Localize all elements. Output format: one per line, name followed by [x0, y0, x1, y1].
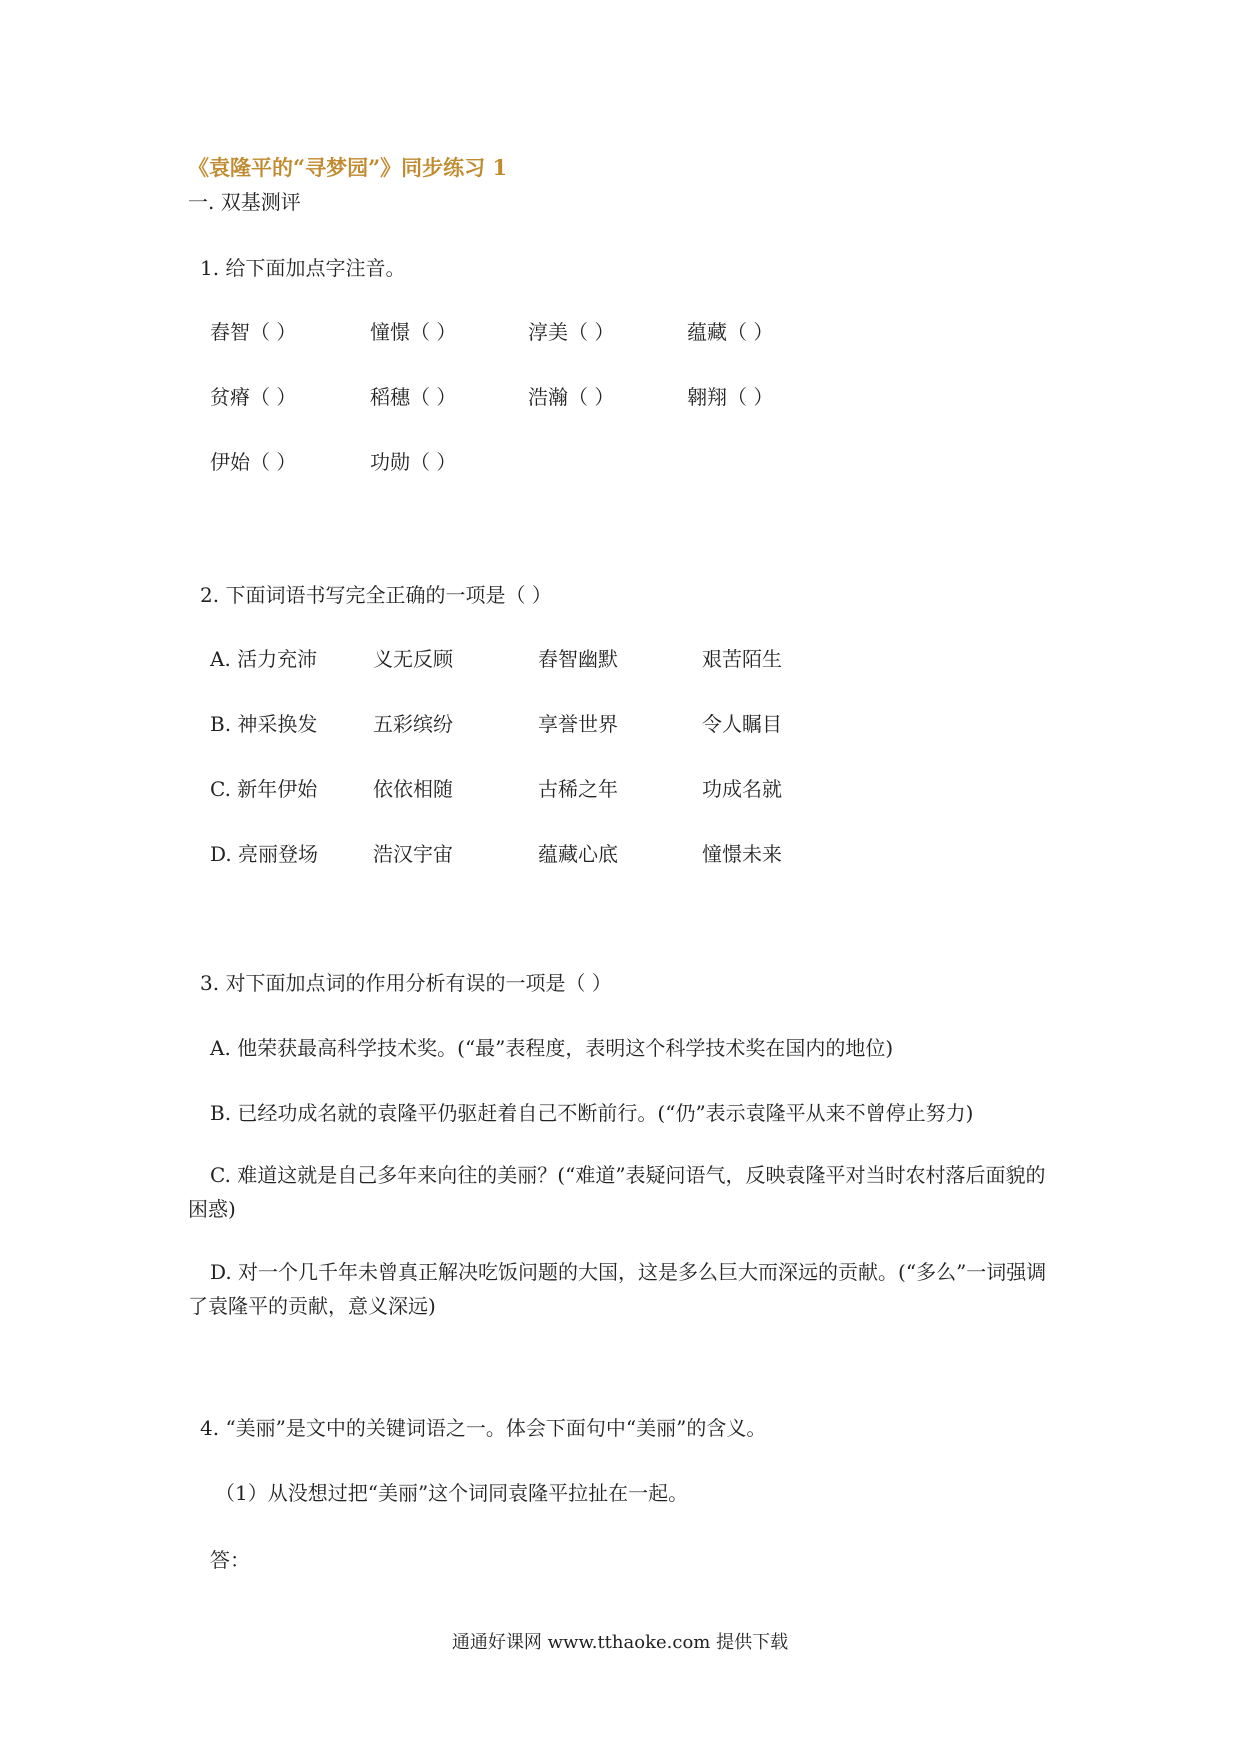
question-2-stem: 2. 下面词语书写完全正确的一项是（ ）	[200, 583, 552, 607]
footer-text: 通通好课网 www.tthaoke.com 提供下载	[451, 1632, 789, 1653]
question-4-stem: 4. “美丽”是文中的关键词语之一。体会下面句中“美丽”的含义。	[200, 1416, 767, 1440]
q3-option-a: A. 他荣获最高科学技术奖。(“最”表程度，表明这个科学技术奖在国内的地位)	[210, 1036, 894, 1060]
q2-word: 憧憬未来	[702, 842, 782, 866]
q2-word: 古稀之年	[538, 777, 618, 801]
q4-subquestion-1: （1）从没想过把“美丽”这个词同袁隆平拉扯在一起。	[215, 1481, 689, 1505]
q1-word: 憧憬（ ）	[370, 320, 457, 344]
q2-word: 艰苦陌生	[702, 647, 782, 671]
q2-option-c: C. 新年伊始	[210, 777, 318, 801]
answer-label: 答：	[210, 1548, 250, 1572]
q2-word: 五彩缤纷	[373, 712, 453, 736]
q2-word: 义无反顾	[373, 647, 453, 671]
q1-word: 贫瘠（ ）	[210, 385, 297, 409]
q2-word: 浩汉宇宙	[373, 842, 453, 866]
q1-word: 浩瀚（ ）	[528, 385, 615, 409]
question-3-stem: 3. 对下面加点词的作用分析有误的一项是（ ）	[200, 971, 612, 995]
q1-word: 翱翔（ ）	[687, 385, 774, 409]
q1-word: 功勋（ ）	[370, 450, 457, 474]
q1-word: 淳美（ ）	[528, 320, 615, 344]
q2-word: 享誉世界	[538, 712, 618, 736]
q1-word: 稻穗（ ）	[370, 385, 457, 409]
q2-option-a: A. 活力充沛	[210, 647, 318, 671]
q2-word: 依依相随	[373, 777, 453, 801]
q2-word: 令人瞩目	[702, 712, 782, 736]
q2-word: 舂智幽默	[538, 647, 618, 671]
q1-word: 伊始（ ）	[210, 450, 297, 474]
q3-option-c: C. 难道这就是自己多年来向往的美丽？(“难道”表疑问语气，反映袁隆平对当时农村落后面貌的困惑)	[188, 1163, 1046, 1221]
page-title: 《袁隆平的“寻梦园”》同步练习 1	[188, 155, 508, 180]
q1-word: 蕴藏（ ）	[687, 320, 774, 344]
q2-option-b: B. 神采换发	[210, 712, 318, 736]
question-1-stem: 1. 给下面加点字注音。	[200, 256, 406, 280]
q2-word: 功成名就	[702, 777, 782, 801]
section-heading: 一. 双基测评	[188, 190, 301, 214]
q1-word: 舂智（ ）	[210, 320, 297, 344]
q2-word: 蕴藏心底	[538, 842, 618, 866]
q2-option-d: D. 亮丽登场	[210, 842, 319, 866]
q3-option-d: D. 对一个几千年未曾真正解决吃饭问题的大国，这是多么巨大而深远的贡献。(“多么”一词强调了袁隆平的贡献，意义深远)	[188, 1260, 1047, 1318]
q3-option-b: B. 已经功成名就的袁隆平仍驱赶着自己不断前行。(“仍”表示袁隆平从来不曾停止努力)	[210, 1101, 974, 1125]
